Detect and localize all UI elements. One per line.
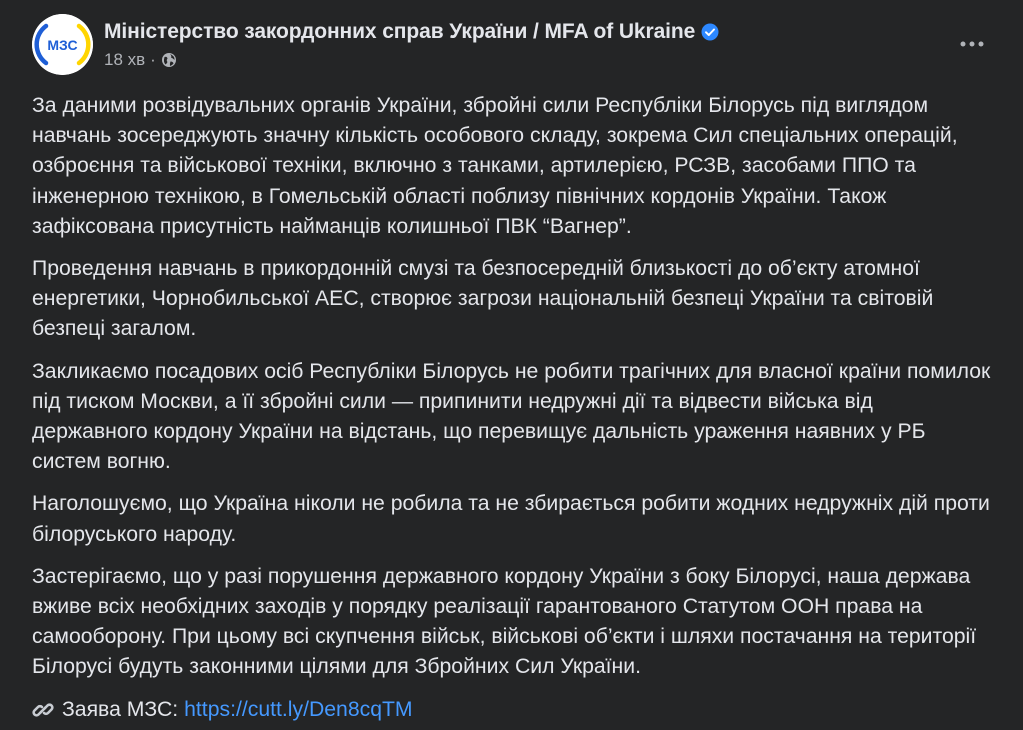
statement-link[interactable]: https://cutt.ly/Den8cqTM (184, 697, 413, 721)
statement-label: Заява МЗС: (62, 697, 179, 721)
author-name[interactable]: Міністерство закордонних справ України / MFA of Ukraine (104, 20, 696, 43)
author-row (104, 18, 719, 46)
meta-separator: · (150, 50, 156, 69)
verified-badge-icon (701, 23, 719, 41)
avatar-text: МЗС (47, 37, 78, 53)
author-block (104, 18, 719, 70)
statement-line (32, 695, 992, 725)
globe-icon[interactable] (161, 52, 177, 68)
post-paragraph-5: Застерігаємо, що у разі порушення державного кордону України з боку Білорусі, наша держава вживе всіх необхідних заходів у порядку реалізації гарантованого Статутом ООН права на самооборону. При цьому всі скупчення військ, військові об’єкти і шляхи постачання на території Білорусі будуть законними цілями для Збройних Сил України. (32, 564, 977, 679)
link-icon (32, 699, 54, 721)
post-meta (104, 50, 719, 70)
avatar[interactable] (32, 14, 93, 75)
mfa-logo (32, 14, 93, 75)
post-header (32, 14, 992, 84)
more-options-button[interactable] (952, 32, 992, 56)
more-options-icon (960, 41, 984, 47)
post-body (32, 91, 992, 725)
post-paragraph-3: Закликаємо посадових осіб Республіки Білорусь не робити трагічних для власної країни помилок під тиском Москви, а її збройні сили — припинити недружні дії та відвести війська від державного кордону України на відстань, що перевищує дальність ураження наявних у РБ систем вогню. (32, 359, 991, 474)
post-paragraph-1: За даними розвідувальних органів України, збройні сили Республіки Білорусь під виглядом навчань зосереджують значну кількість особового складу, зокрема Сил спеціальних операцій, озброєння та військової техніки, включно з танками, артилерією, РСЗВ, засобами ППО та інженерною технікою, в Гомельській області поблизу північних кордонів України. Також зафіксована присутність найманців колишньої ПВК “Вагнер”. (32, 94, 958, 238)
post-paragraph-2: Проведення навчань в прикордонній смузі та безпосередній близькості до об’єкту атомної енергетики, Чорнобильської АЕС, створює загрози національній безпеці України та світовій безпеці загалом. (32, 257, 934, 341)
post-timestamp[interactable]: 18 хв (104, 50, 146, 69)
post-paragraph-4: Наголошуємо, що Україна ніколи не робила та не збирається робити жодних недружніх дій проти білоруського народу. (32, 492, 990, 546)
